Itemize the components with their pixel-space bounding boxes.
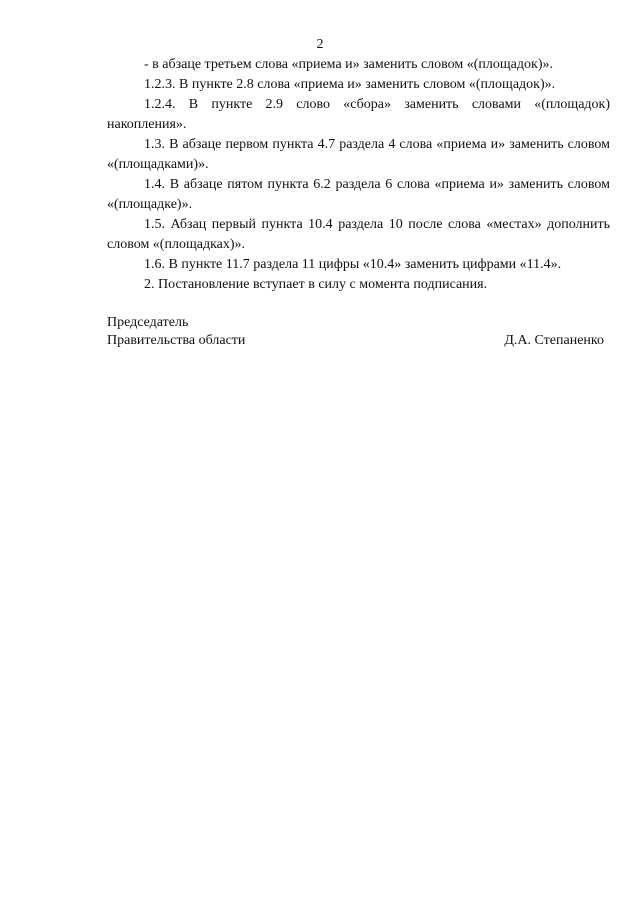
paragraph-1-2-4: 1.2.4. В пункте 2.9 слово «сбора» заменить словами «(площадок) накопления». (107, 97, 610, 132)
paragraph-amendment-abzac-3: - в абзаце третьем слова «приема и» заменить словом «(площадок)». (144, 57, 553, 72)
paragraph-1-2-3: 1.2.3. В пункте 2.8 слова «приема и» заменить словом «(площадок)». (144, 77, 556, 92)
paragraph-2: 2. Постановление вступает в силу с момента подписания. (144, 277, 488, 292)
signatory-name: Д.А. Степаненко (504, 333, 604, 348)
paragraph-1-6: 1.6. В пункте 11.7 раздела 11 цифры «10.4» заменить цифрами «11.4». (144, 257, 562, 272)
signature-row (107, 332, 604, 350)
signature-block (107, 314, 604, 350)
paragraph-1-5: 1.5. Абзац первый пункта 10.4 раздела 10 после слова «местах» дополнить словом «(площадках)». (107, 217, 610, 252)
document-body (107, 55, 610, 295)
signature-title-line-1: Председатель (107, 315, 189, 330)
page-number: 2 (316, 37, 324, 52)
signature-title-line-2: Правительства области (107, 333, 246, 348)
paragraph-1-4: 1.4. В абзаце пятом пункта 6.2 раздела 6 слова «приема и» заменить словом «(площадке)». (107, 177, 610, 212)
paragraph-1-3: 1.3. В абзаце первом пункта 4.7 раздела 4 слова «приема и» заменить словом «(площадками)». (107, 137, 610, 172)
